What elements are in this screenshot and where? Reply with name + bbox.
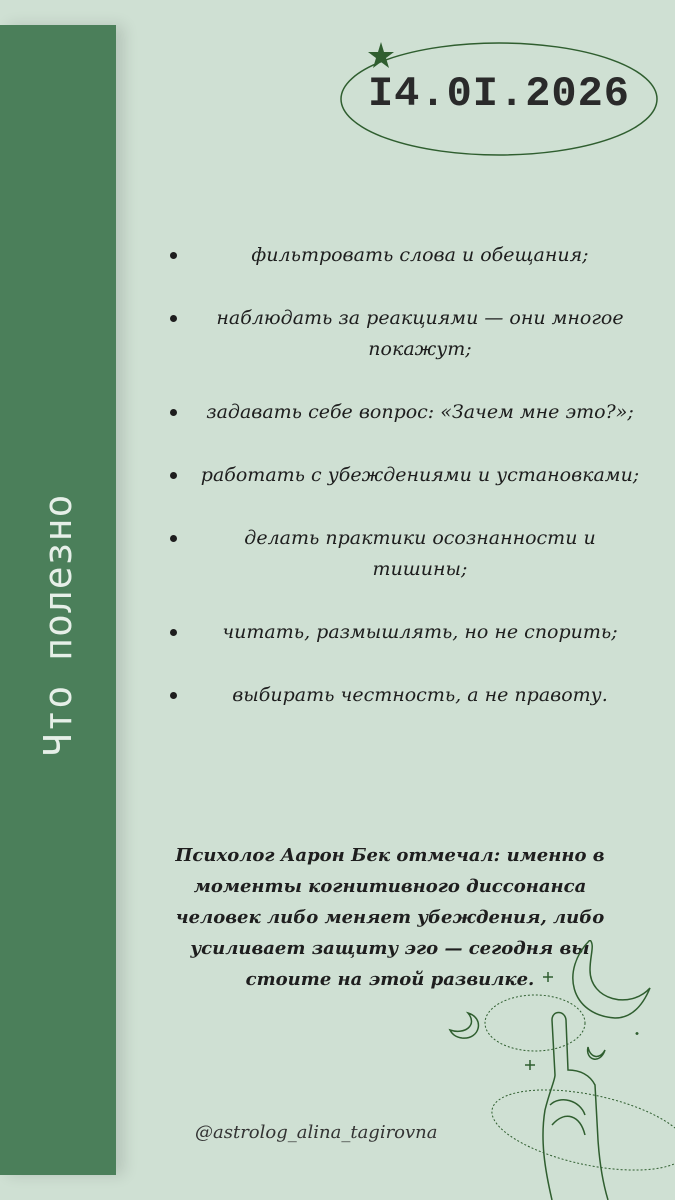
bullet-icon — [170, 315, 177, 322]
date-text: I4.0I.2026 — [367, 70, 631, 118]
date-badge — [338, 40, 660, 158]
sidebar-title: Что полезно — [36, 493, 80, 757]
list-item — [160, 617, 640, 648]
hand-moon-illustration — [440, 940, 675, 1200]
list-item — [160, 460, 640, 491]
list-item — [160, 523, 640, 585]
item-text: задавать себе вопрос: «Зачем мне это?»; — [206, 401, 634, 423]
item-text: фильтровать слова и обещания; — [251, 244, 589, 266]
bullet-icon — [170, 629, 177, 636]
bullet-icon — [170, 692, 177, 699]
list-item — [160, 240, 640, 271]
item-text: делать практики осознанности и тишины; — [244, 527, 596, 580]
item-text: выбирать честность, а не правоту. — [232, 684, 608, 706]
bullet-icon — [170, 409, 177, 416]
item-text: наблюдать за реакциями — они многое покажут; — [216, 307, 624, 360]
sidebar-band — [0, 25, 116, 1175]
author-handle: @astrolog_alina_tagirovna — [195, 1122, 438, 1143]
bullet-icon — [170, 535, 177, 542]
bullet-icon — [170, 252, 177, 259]
bullet-icon — [170, 472, 177, 479]
quote-text: Психолог Аарон Бек отмечал: именно в моменты когнитивного диссонанса человек либо меняет убеждения, либо усиливает защиту эго — сегодня вы стоите на этой развилке. — [175, 845, 605, 990]
item-text: читать, размышлять, но не спорить; — [222, 621, 618, 643]
tips-list — [160, 240, 640, 743]
list-item — [160, 397, 640, 428]
item-text: работать с убеждениями и установками; — [200, 464, 640, 486]
list-item — [160, 303, 640, 365]
list-item — [160, 680, 640, 711]
